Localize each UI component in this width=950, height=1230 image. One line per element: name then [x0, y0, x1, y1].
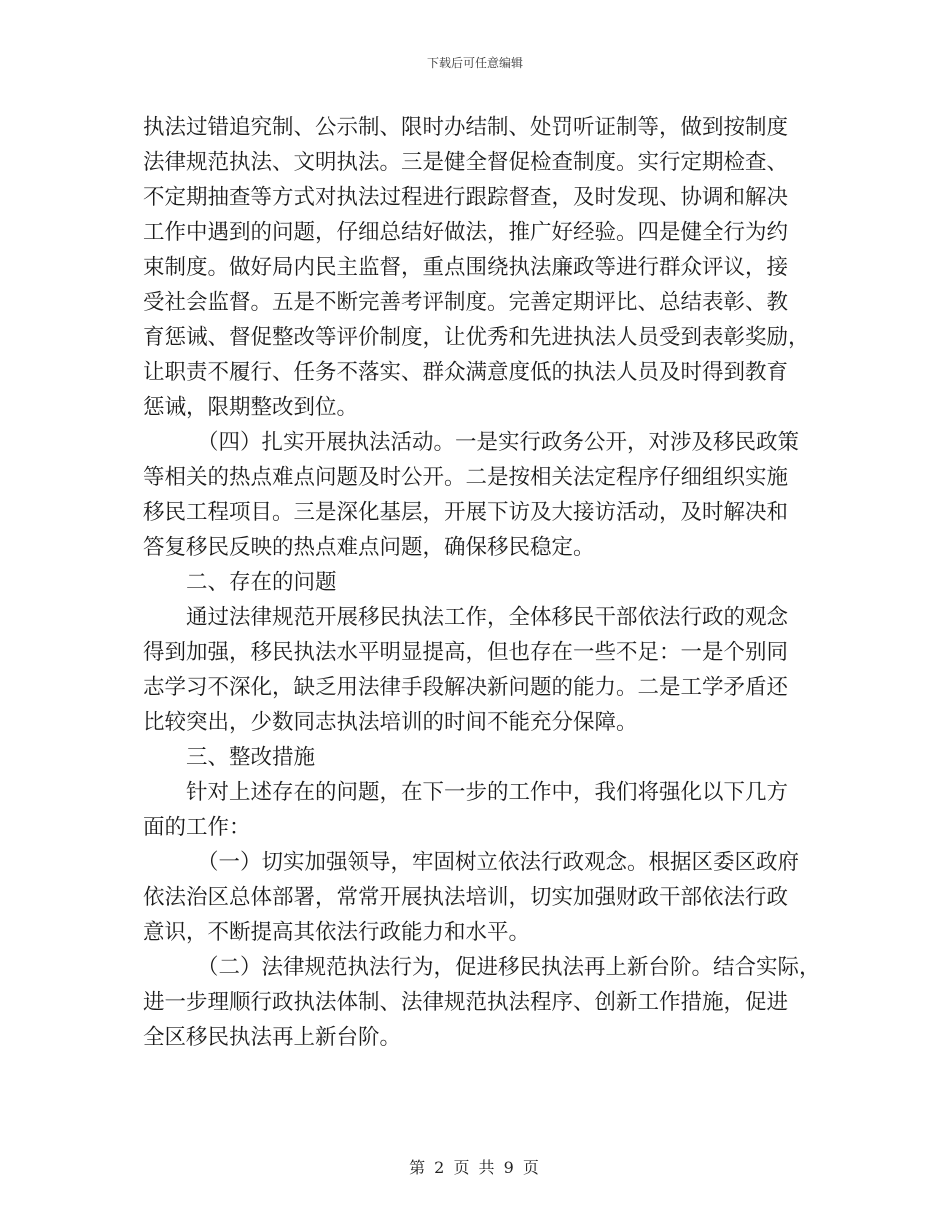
page-footer: 第 2 页 共 9 页 [409, 1158, 541, 1177]
text-line: 进一步理顺行政执法体制、法律规范执法程序、创新工作措施，促进 [143, 990, 789, 1015]
text-line: 执法过错追究制、公示制、限时办结制、处罚听证制等，做到按制度 [143, 115, 789, 140]
text-line: 移民工程项目。三是深化基层，开展下访及大接访活动，及时解决和 [143, 500, 789, 525]
text-line: 面的工作： [143, 815, 251, 840]
text-line: 针对上述存在的问题，在下一步的工作中，我们将强化以下几方 [186, 780, 789, 805]
text-line: 全区移民执法再上新台阶。 [143, 1025, 402, 1050]
text-line: 束制度。做好局内民主监督，重点围绕执法廉政等进行群众评议，接 [143, 255, 789, 280]
text-line: （二）法律规范执法行为，促进移民执法再上新台阶。结合实际， [197, 955, 821, 980]
text-line: 三、整改措施 [186, 745, 316, 770]
text-line: 受社会监督。五是不断完善考评制度。完善定期评比、总结表彰、教 [143, 290, 789, 315]
text-line: 意识，不断提高其依法行政能力和水平。 [143, 920, 531, 945]
text-line: （四）扎实开展执法活动。一是实行政务公开，对涉及移民政策 [197, 430, 800, 455]
text-line: 依法治区总体部署，常常开展执法培训，切实加强财政干部依法行政 [143, 885, 789, 910]
text-line: 法律规范执法、文明执法。三是健全督促检查制度。实行定期检查、 [143, 150, 789, 175]
text-line: 育惩诫、督促整改等评价制度，让优秀和先进执法人员受到表彰奖励， [143, 325, 810, 350]
text-line: 不定期抽查等方式对执法过程进行跟踪督查，及时发现、协调和解决 [143, 185, 789, 210]
text-line: 比较突出，少数同志执法培训的时间不能充分保障。 [143, 710, 638, 735]
text-line: 得到加强，移民执法水平明显提高，但也存在一些不足：一是个别同 [143, 640, 789, 665]
text-line: 答复移民反映的热点难点问题，确保移民稳定。 [143, 535, 595, 560]
page-header: 下载后可任意编辑 [426, 56, 523, 70]
text-line: （一）切实加强领导，牢固树立依法行政观念。根据区委区政府 [197, 850, 800, 875]
text-line: 志学习不深化，缺乏用法律手段解决新问题的能力。二是工学矛盾还 [143, 675, 789, 700]
text-line: 等相关的热点难点问题及时公开。二是按相关法定程序仔细组织实施 [143, 465, 789, 490]
text-line: 二、存在的问题 [186, 570, 337, 595]
text-line: 让职责不履行、任务不落实、群众满意度低的执法人员及时得到教育 [143, 360, 789, 385]
text-line: 工作中遇到的问题，仔细总结好做法，推广好经验。四是健全行为约 [143, 220, 789, 245]
document-body [143, 110, 821, 1055]
text-line: 通过法律规范开展移民执法工作，全体移民干部依法行政的观念 [186, 605, 789, 630]
text-line: 惩诫，限期整改到位。 [143, 395, 359, 420]
